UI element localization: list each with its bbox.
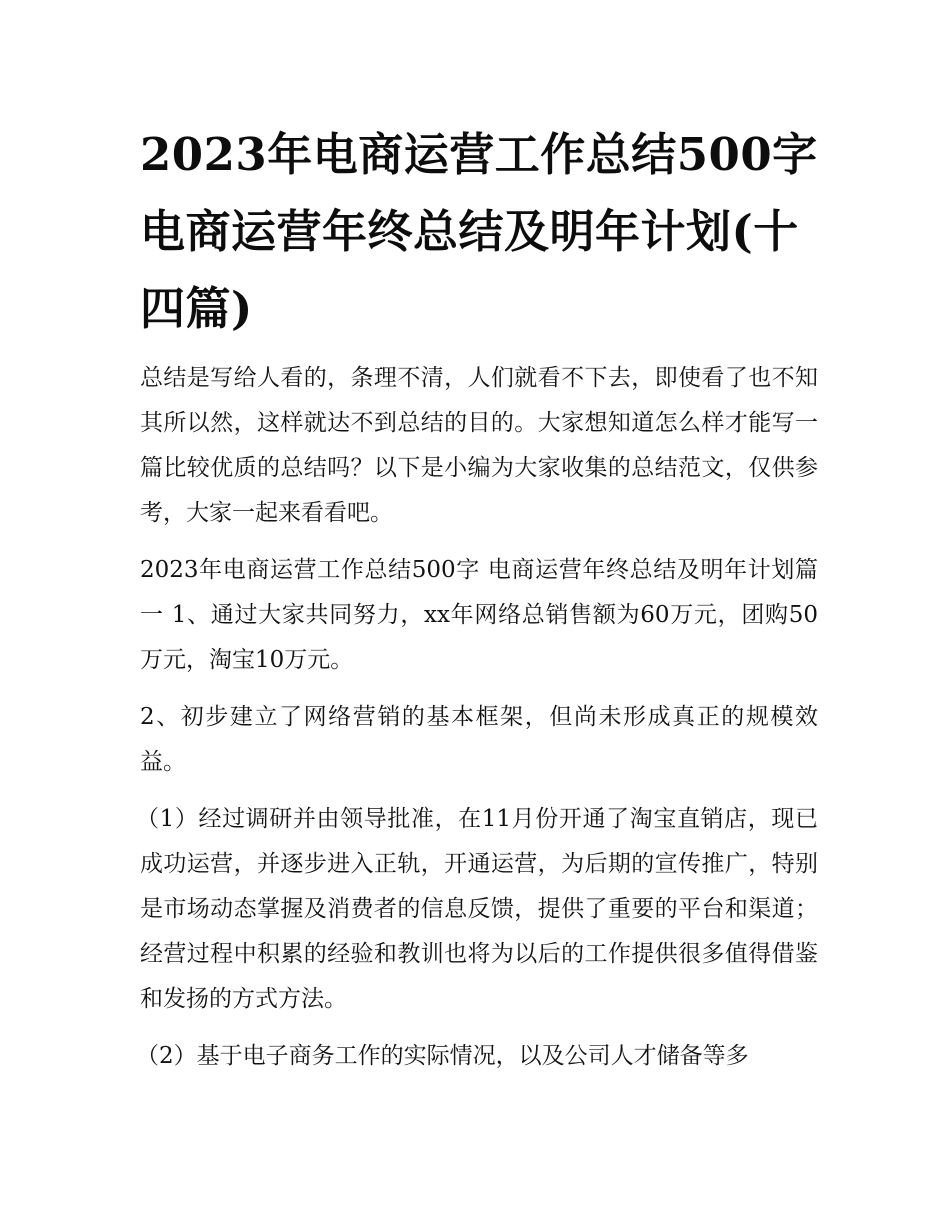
intro-paragraph: 总结是写给人看的，条理不清，人们就看不下去，即使看了也不知其所以然，这样就达不到总结的目的。大家想知道怎么样才能写一篇比较优质的总结吗？以下是小编为大家收集的总结范文，仅供参考，大家一起来看看吧。 — [140, 365, 818, 526]
document-title: 2023年电商运营工作总结500字 电商运营年终总结及明年计划(十四篇) — [140, 128, 818, 335]
subpoint-two-paragraph: （2）基于电子商务工作的实际情况，以及公司人才储备等多 — [136, 1043, 749, 1069]
subpoint-one-paragraph: （1）经过调研并由领导批准，在11月份开通了淘宝直销店，现已成功运营，并逐步进入正轨，开通运营，为后期的宣传推广，特别是市场动态掌握及消费者的信息反馈，提供了重要的平台和渠道；经营过程中积累的经验和教训也将为以后的工作提供很多值得借鉴和发扬的方式方法。 — [136, 806, 818, 1012]
point-two-paragraph: 2、初步建立了网络营销的基本框架，但尚未形成真正的规模效益。 — [140, 704, 818, 775]
section-one-paragraph: 2023年电商运营工作总结500字 电商运营年终总结及明年计划篇一 1、通过大家共同努力，xx年网络总销售额为60万元，团购50万元，淘宝10万元。 — [140, 557, 818, 673]
document-body — [136, 356, 818, 1091]
